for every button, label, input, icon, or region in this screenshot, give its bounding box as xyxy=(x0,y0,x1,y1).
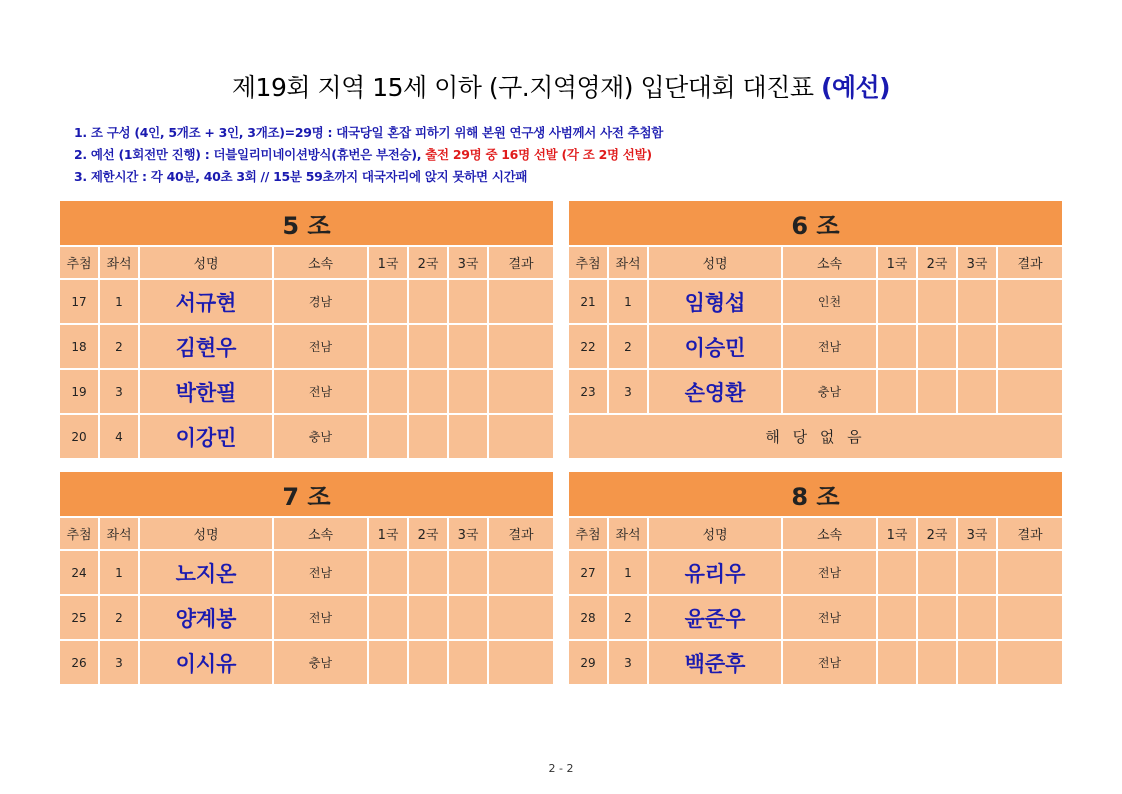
notes xyxy=(74,122,663,188)
note-2: 2. 예선 (1회전만 진행) : 더블일리미네이션방식(휴번은 부전승), 출전 29명 중 16명 선발 (각 조 2명 선발) xyxy=(74,147,652,162)
player-name: 노지온 xyxy=(140,551,272,594)
group-title: 7 조 xyxy=(60,472,553,516)
col-result: 결과 xyxy=(998,518,1062,549)
col-name: 성명 xyxy=(649,518,781,549)
col-game3: 3국 xyxy=(958,247,996,278)
empty-row xyxy=(569,415,1062,458)
table-row: 28 2 윤준우 전남 xyxy=(569,596,1062,639)
col-game1: 1국 xyxy=(369,247,407,278)
col-game3: 3국 xyxy=(958,518,996,549)
player-name: 백준후 xyxy=(649,641,781,684)
col-game2: 2국 xyxy=(409,247,447,278)
col-game2: 2국 xyxy=(918,247,956,278)
note-1: 1. 조 구성 (4인, 5개조 + 3인, 3개조)=29명 : 대국당일 혼잡 피하기 위해 본원 연구생 사범께서 사전 추첨함 xyxy=(74,125,664,140)
col-region: 소속 xyxy=(783,518,876,549)
table-row: 19 3 박한필 전남 xyxy=(60,370,553,413)
group-5-table xyxy=(58,199,555,460)
group-8-table xyxy=(567,470,1064,686)
group-6-table xyxy=(567,199,1064,460)
col-game1: 1국 xyxy=(878,518,916,549)
page-title: 제19회 지역 15세 이하 (구.지역영재) 입단대회 대진표 (예선) xyxy=(231,73,891,102)
player-name: 손영환 xyxy=(649,370,781,413)
player-name: 김현우 xyxy=(140,325,272,368)
col-game2: 2국 xyxy=(918,518,956,549)
table-row: 26 3 이시유 충남 xyxy=(60,641,553,684)
empty-label: 해 당 없 음 xyxy=(569,415,1062,458)
table-row: 29 3 백준후 전남 xyxy=(569,641,1062,684)
col-game1: 1국 xyxy=(369,518,407,549)
col-draw: 추첨 xyxy=(569,247,607,278)
note-3: 3. 제한시간 : 각 40분, 40초 3회 // 15분 59초까지 대국자리에 앉지 못하면 시간패 xyxy=(74,169,528,184)
col-game3: 3국 xyxy=(449,518,487,549)
page-number: 2 - 2 xyxy=(548,762,574,775)
col-draw: 추첨 xyxy=(60,247,98,278)
col-name: 성명 xyxy=(140,518,272,549)
col-seat: 좌석 xyxy=(100,247,138,278)
col-seat: 좌석 xyxy=(100,518,138,549)
col-region: 소속 xyxy=(274,247,367,278)
player-name: 이시유 xyxy=(140,641,272,684)
col-result: 결과 xyxy=(998,247,1062,278)
table-row: 21 1 임형섭 인천 xyxy=(569,280,1062,323)
col-result: 결과 xyxy=(489,518,553,549)
col-draw: 추첨 xyxy=(60,518,98,549)
group-title: 6 조 xyxy=(569,201,1062,245)
player-name: 양계봉 xyxy=(140,596,272,639)
col-result: 결과 xyxy=(489,247,553,278)
table-row: 22 2 이승민 전남 xyxy=(569,325,1062,368)
player-name: 윤준우 xyxy=(649,596,781,639)
col-game3: 3국 xyxy=(449,247,487,278)
player-name: 유리우 xyxy=(649,551,781,594)
table-row: 24 1 노지온 전남 xyxy=(60,551,553,594)
player-name: 서규현 xyxy=(140,280,272,323)
col-region: 소속 xyxy=(783,247,876,278)
col-seat: 좌석 xyxy=(609,518,647,549)
col-name: 성명 xyxy=(649,247,781,278)
col-seat: 좌석 xyxy=(609,247,647,278)
player-name: 이승민 xyxy=(649,325,781,368)
group-7-table xyxy=(58,470,555,686)
table-row: 23 3 손영환 충남 xyxy=(569,370,1062,413)
player-name: 이강민 xyxy=(140,415,272,458)
group-title: 5 조 xyxy=(60,201,553,245)
table-row: 25 2 양계봉 전남 xyxy=(60,596,553,639)
col-draw: 추첨 xyxy=(569,518,607,549)
table-row: 17 1 서규현 경남 xyxy=(60,280,553,323)
col-region: 소속 xyxy=(274,518,367,549)
table-row: 20 4 이강민 충남 xyxy=(60,415,553,458)
col-game1: 1국 xyxy=(878,247,916,278)
col-game2: 2국 xyxy=(409,518,447,549)
player-name: 임형섭 xyxy=(649,280,781,323)
table-row: 18 2 김현우 전남 xyxy=(60,325,553,368)
col-name: 성명 xyxy=(140,247,272,278)
group-title: 8 조 xyxy=(569,472,1062,516)
table-row: 27 1 유리우 전남 xyxy=(569,551,1062,594)
player-name: 박한필 xyxy=(140,370,272,413)
